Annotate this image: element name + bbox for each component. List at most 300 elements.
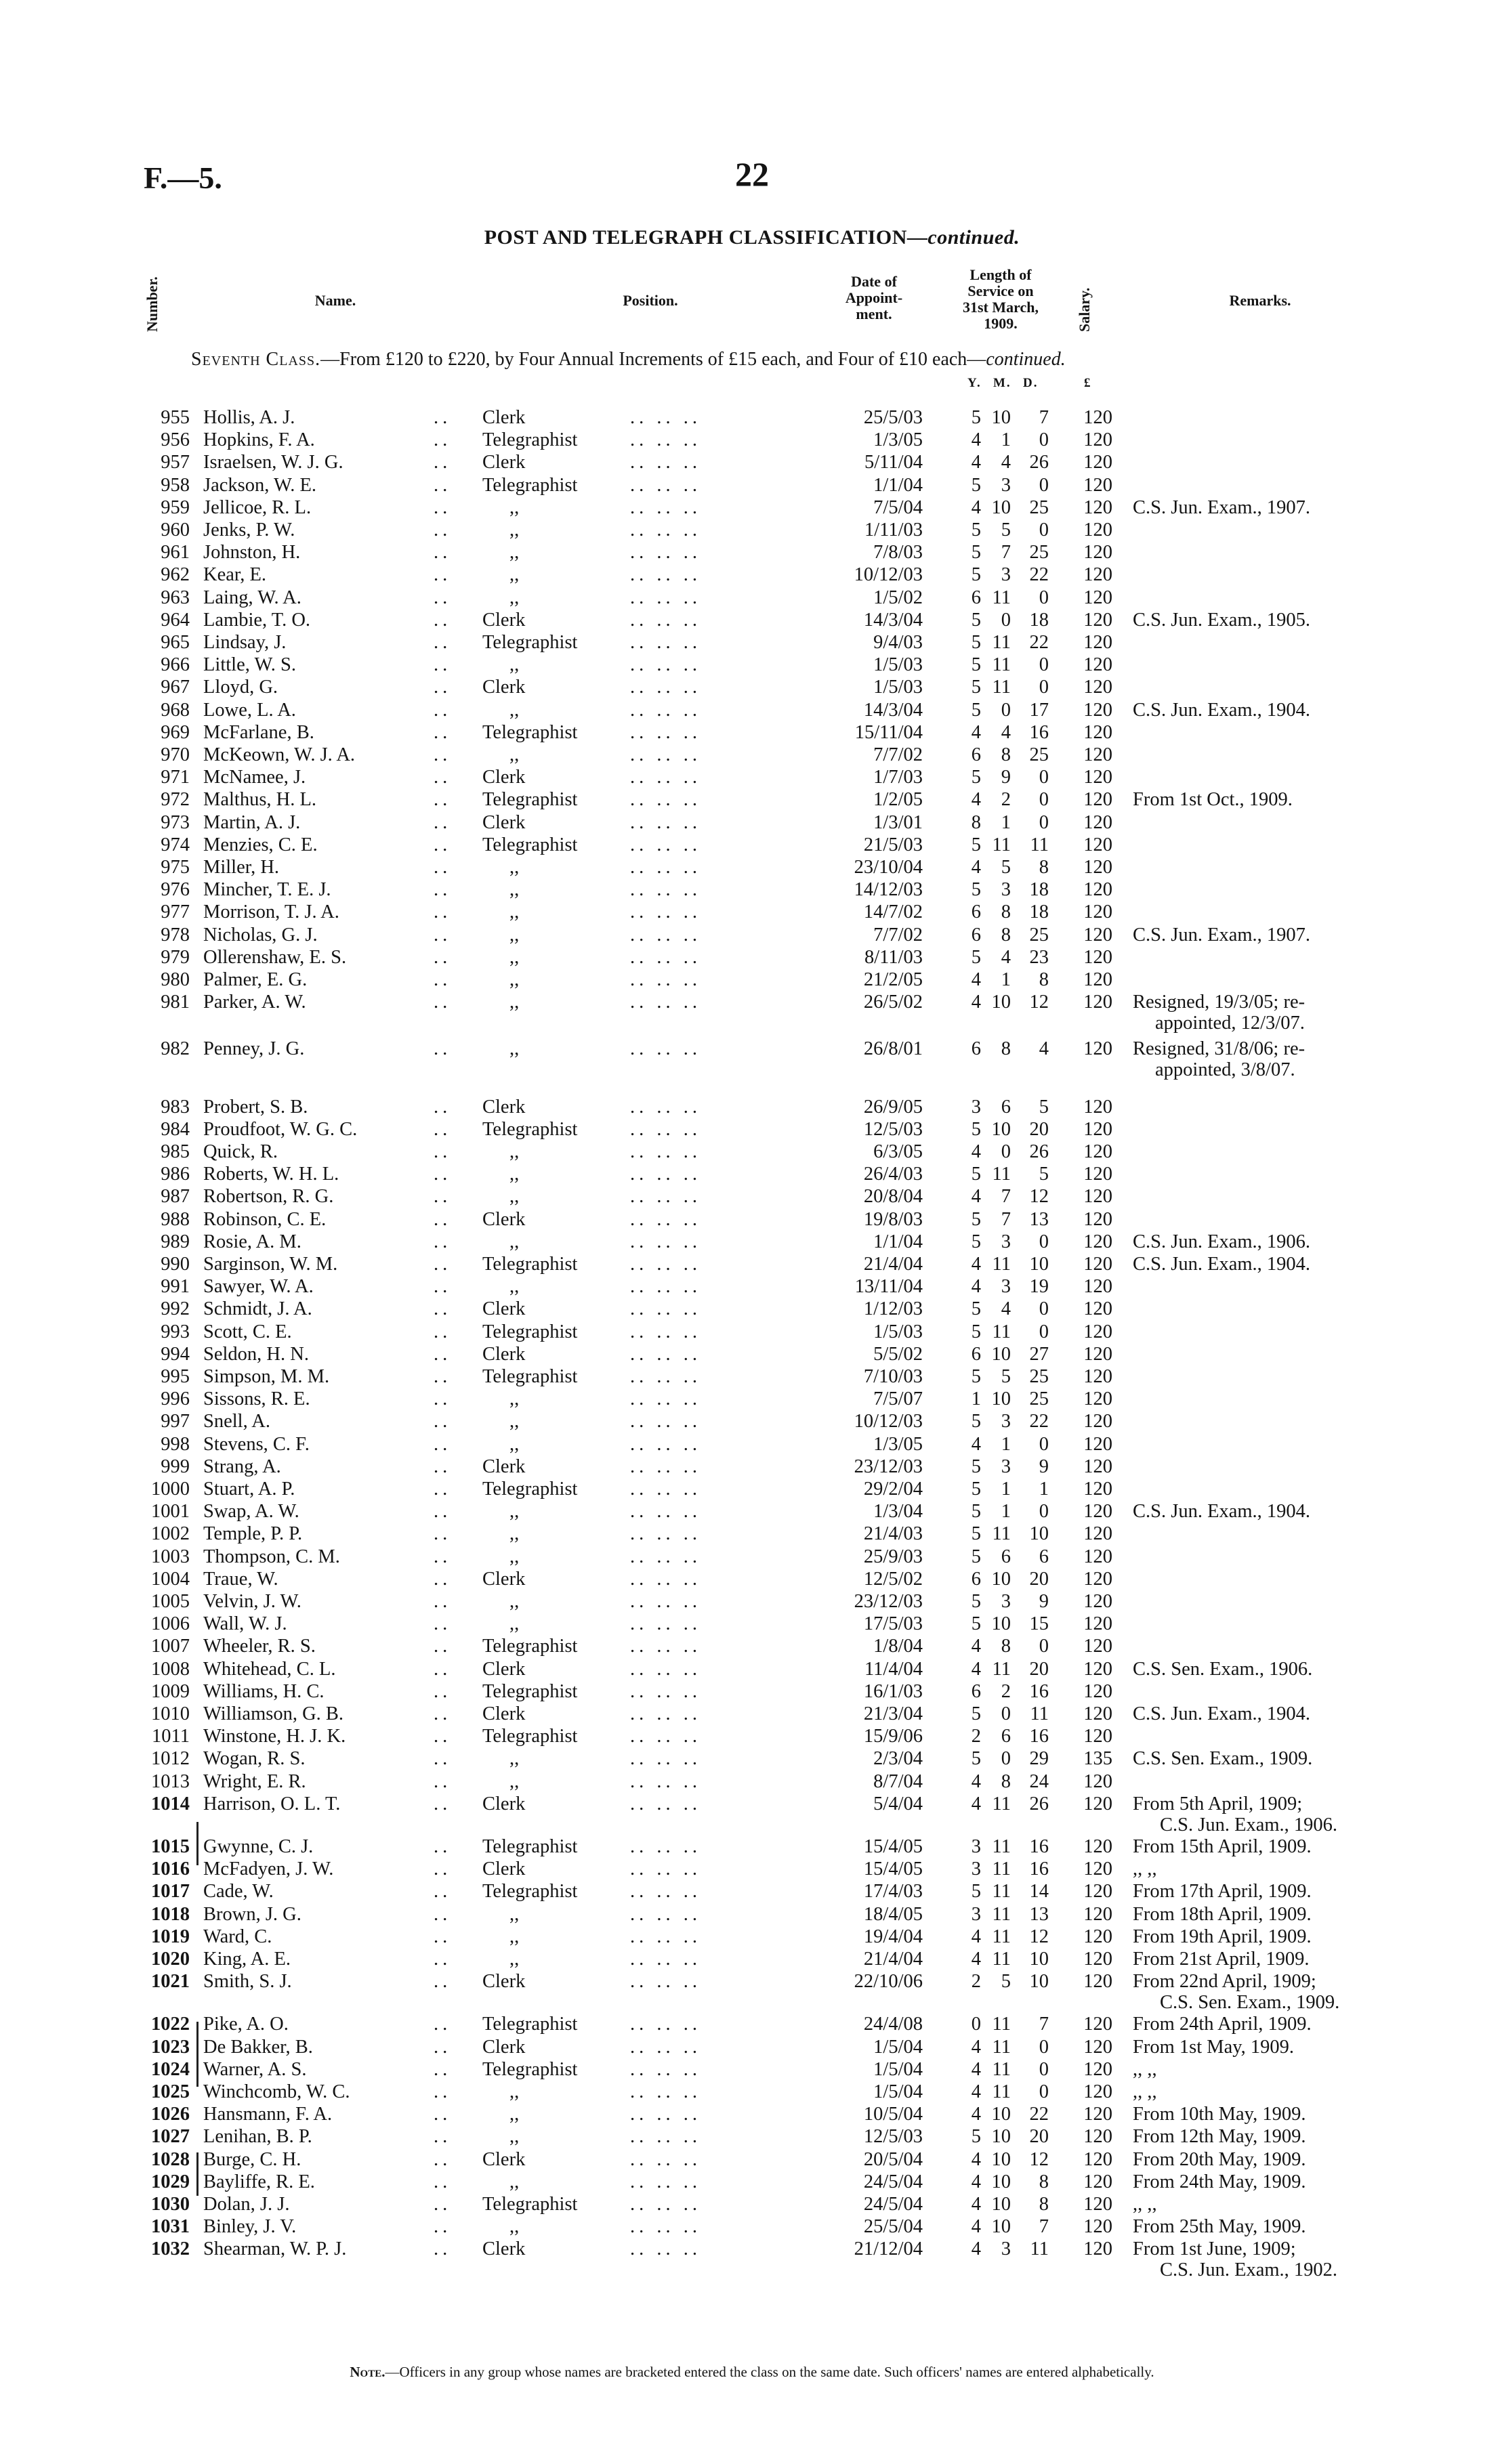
leader-dots: ..: [434, 834, 452, 855]
leader-dots: .. .. ..: [630, 2194, 701, 2215]
row-name: Cade, W.: [203, 1881, 274, 1903]
row-number: 1030: [151, 2194, 190, 2215]
leader-dots: .. .. ..: [630, 721, 701, 743]
row-position: ,,: [509, 699, 520, 721]
row-position: Telegraphist: [482, 834, 578, 855]
row-service-days: 10: [1029, 1949, 1049, 1970]
row-remarks: C.S. Jun. Exam., 1904.: [1133, 1254, 1311, 1275]
row-number: 1022: [151, 2014, 190, 2035]
leader-dots: ..: [434, 1523, 452, 1545]
leader-dots: .. .. ..: [630, 1231, 701, 1252]
row-number: 957: [161, 452, 190, 473]
row-appointment-date: 8/7/04: [873, 1770, 923, 1792]
row-service-months: 1: [1001, 811, 1011, 833]
row-service-months: 10: [991, 2216, 1011, 2238]
row-service-years: 5: [971, 1366, 981, 1387]
row-appointment-date: 1/3/01: [873, 811, 923, 833]
row-name: Wheeler, R. S.: [203, 1636, 316, 1657]
row-number: 960: [161, 519, 190, 540]
row-position: Clerk: [482, 1658, 526, 1680]
row-remarks-continued: C.S. Sen. Exam., 1909.: [1160, 1992, 1340, 2014]
row-service-months: 11: [992, 1793, 1011, 1814]
row-service-years: 3: [971, 1858, 981, 1880]
leader-dots: .. .. ..: [630, 1164, 701, 1185]
leader-dots: .. .. ..: [630, 2104, 701, 2125]
row-service-years: 4: [971, 857, 981, 878]
leader-dots: .. .. ..: [630, 1411, 701, 1432]
row-service-years: 4: [971, 1276, 981, 1298]
row-service-months: 11: [992, 1903, 1011, 1925]
row-service-months: 10: [991, 2148, 1011, 2170]
row-service-days: 0: [1039, 587, 1049, 608]
row-name: Israelsen, W. J. G.: [203, 452, 343, 473]
row-service-years: 8: [971, 811, 981, 833]
row-position: Telegraphist: [482, 2014, 578, 2035]
row-service-days: 0: [1039, 654, 1049, 676]
leader-dots: ..: [434, 2194, 452, 2215]
leader-dots: ..: [434, 1613, 452, 1635]
row-number: 1020: [151, 1949, 190, 1970]
row-appointment-date: 1/5/04: [873, 2081, 923, 2102]
row-service-months: 5: [1001, 1366, 1011, 1387]
column-header-salary: Salary.: [1076, 287, 1093, 332]
row-name: Smith, S. J.: [203, 1971, 292, 1993]
row-service-months: 4: [1001, 946, 1011, 968]
row-service-days: 11: [1030, 834, 1049, 855]
row-number: 994: [161, 1343, 190, 1365]
row-appointment-date: 19/4/04: [863, 1926, 923, 1947]
row-number: 1023: [151, 2036, 190, 2058]
leader-dots: .. .. ..: [630, 1186, 701, 1208]
row-service-years: 6: [971, 924, 981, 946]
row-salary: 120: [1083, 587, 1112, 608]
column-header-date: Date of Appoint- ment.: [845, 273, 903, 322]
row-position: Telegraphist: [482, 1254, 578, 1275]
leader-dots: ..: [434, 1388, 452, 1410]
row-service-days: 18: [1029, 901, 1049, 923]
leader-dots: ..: [434, 1658, 452, 1680]
row-service-months: 0: [1001, 1748, 1011, 1770]
row-service-days: 10: [1029, 1523, 1049, 1545]
row-name: Kear, E.: [203, 564, 267, 586]
row-service-years: 4: [971, 496, 981, 518]
row-appointment-date: 15/4/05: [863, 1858, 923, 1880]
row-number: 984: [161, 1118, 190, 1140]
row-position: Clerk: [482, 1456, 526, 1477]
leader-dots: ..: [434, 2148, 452, 2170]
row-number: 1005: [151, 1591, 190, 1612]
row-service-months: 3: [1001, 1456, 1011, 1477]
row-appointment-date: 12/5/03: [863, 1118, 923, 1140]
row-number: 997: [161, 1411, 190, 1432]
row-remarks: From 5th April, 1909;: [1133, 1793, 1303, 1814]
row-salary: 120: [1083, 1096, 1112, 1118]
row-number: 1031: [151, 2216, 190, 2238]
leader-dots: .. .. ..: [630, 992, 701, 1013]
row-service-years: 4: [971, 1141, 981, 1162]
row-name: Snell, A.: [203, 1411, 270, 1432]
row-appointment-date: 1/5/03: [873, 654, 923, 676]
row-service-years: 3: [971, 1836, 981, 1857]
leader-dots: .. .. ..: [630, 1298, 701, 1320]
row-service-days: 11: [1030, 1703, 1049, 1724]
row-name: Stevens, C. F.: [203, 1433, 310, 1455]
row-number: 990: [161, 1254, 190, 1275]
row-salary: 120: [1083, 1208, 1112, 1230]
leader-dots: ..: [434, 789, 452, 811]
row-service-months: 0: [1001, 609, 1011, 631]
row-position: ,,: [509, 1164, 520, 1185]
leader-dots: ..: [434, 879, 452, 901]
row-service-years: 5: [971, 879, 981, 901]
row-position: ,,: [509, 654, 520, 676]
row-service-years: 5: [971, 564, 981, 586]
leader-dots: ..: [434, 1038, 452, 1060]
row-name: Robinson, C. E.: [203, 1208, 327, 1230]
row-service-years: 5: [971, 1546, 981, 1567]
row-name: Thompson, C. M.: [203, 1546, 340, 1567]
row-position: ,,: [509, 2104, 520, 2125]
row-service-days: 22: [1029, 1411, 1049, 1432]
row-remarks: From 1st June, 1909;: [1133, 2238, 1296, 2260]
leader-dots: .. .. ..: [630, 496, 701, 518]
row-appointment-date: 12/5/03: [863, 2126, 923, 2148]
row-service-years: 6: [971, 1680, 981, 1702]
leader-dots: ..: [434, 1501, 452, 1523]
row-service-months: 5: [1001, 1971, 1011, 1993]
row-service-years: 4: [971, 2058, 981, 2080]
leader-dots: ..: [434, 721, 452, 743]
row-salary: 120: [1083, 1433, 1112, 1455]
row-number: 1001: [151, 1501, 190, 1523]
row-service-days: 29: [1029, 1748, 1049, 1770]
row-service-years: 5: [971, 609, 981, 631]
row-service-days: 0: [1039, 519, 1049, 540]
row-service-months: 3: [1001, 1276, 1011, 1298]
row-salary: 120: [1083, 2194, 1112, 2215]
row-salary: 120: [1083, 2014, 1112, 2035]
row-position: Clerk: [482, 1858, 526, 1880]
row-salary: 120: [1083, 1568, 1112, 1590]
row-number: 981: [161, 992, 190, 1013]
row-service-years: 4: [971, 1793, 981, 1814]
row-name: Robertson, R. G.: [203, 1186, 334, 1208]
leader-dots: ..: [434, 1366, 452, 1387]
row-service-days: 16: [1029, 1726, 1049, 1747]
leader-dots: ..: [434, 587, 452, 608]
row-service-days: 5: [1039, 1096, 1049, 1118]
row-salary: 120: [1083, 1388, 1112, 1410]
row-name: Penney, J. G.: [203, 1038, 305, 1060]
row-remarks: ,, ,,: [1133, 1858, 1157, 1880]
row-service-days: 22: [1029, 2104, 1049, 2125]
leader-dots: ..: [434, 2238, 452, 2260]
row-service-days: 25: [1029, 744, 1049, 765]
row-appointment-date: 21/4/04: [863, 1949, 923, 1970]
row-appointment-date: 7/7/02: [873, 924, 923, 946]
row-appointment-date: 21/2/05: [863, 969, 923, 990]
row-service-months: 11: [992, 587, 1011, 608]
row-service-years: 5: [971, 1456, 981, 1477]
row-service-months: 11: [992, 1254, 1011, 1275]
row-service-days: 8: [1039, 857, 1049, 878]
row-service-months: 0: [1001, 1703, 1011, 1724]
row-number: 1002: [151, 1523, 190, 1545]
leader-dots: .. .. ..: [630, 2126, 701, 2148]
row-salary: 120: [1083, 407, 1112, 428]
row-position: ,,: [509, 1523, 520, 1545]
row-remarks: Resigned, 31/8/06; re-: [1133, 1038, 1305, 1060]
leader-dots: ..: [434, 1254, 452, 1275]
page-header-left: F.—5.: [144, 161, 222, 195]
row-appointment-date: 7/7/02: [873, 744, 923, 765]
row-service-years: 4: [971, 2194, 981, 2215]
row-service-days: 20: [1029, 1568, 1049, 1590]
row-number: 980: [161, 969, 190, 990]
leader-dots: ..: [434, 1186, 452, 1208]
leader-dots: .. .. ..: [630, 924, 701, 946]
row-name: Jellicoe, R. L.: [203, 496, 312, 518]
row-number: 993: [161, 1321, 190, 1342]
leader-dots: .. .. ..: [630, 1836, 701, 1857]
row-position: Clerk: [482, 1971, 526, 1993]
row-service-months: 8: [1001, 1636, 1011, 1657]
row-service-years: 4: [971, 1433, 981, 1455]
row-name: Mincher, T. E. J.: [203, 879, 331, 901]
row-salary: 120: [1083, 654, 1112, 676]
leader-dots: ..: [434, 946, 452, 968]
row-appointment-date: 24/5/04: [863, 2194, 923, 2215]
row-service-months: 10: [991, 2194, 1011, 2215]
row-service-days: 16: [1029, 1858, 1049, 1880]
row-salary: 120: [1083, 1881, 1112, 1903]
row-number: 985: [161, 1141, 190, 1162]
row-position: ,,: [509, 587, 520, 608]
row-service-months: 11: [992, 1836, 1011, 1857]
row-appointment-date: 21/12/04: [854, 2238, 923, 2260]
row-salary: 120: [1083, 789, 1112, 811]
row-service-years: 4: [971, 2081, 981, 2102]
row-salary: 120: [1083, 542, 1112, 564]
row-service-days: 15: [1029, 1613, 1049, 1635]
row-salary: 120: [1083, 2081, 1112, 2102]
row-service-months: 10: [991, 992, 1011, 1013]
row-salary: 120: [1083, 1298, 1112, 1320]
row-service-months: 9: [1001, 767, 1011, 788]
row-salary: 120: [1083, 811, 1112, 833]
row-name: Palmer, E. G.: [203, 969, 308, 990]
row-name: Lindsay, J.: [203, 632, 287, 653]
row-salary: 120: [1083, 1186, 1112, 1208]
row-service-years: 5: [971, 654, 981, 676]
row-service-months: 7: [1001, 1208, 1011, 1230]
row-service-years: 1: [971, 1388, 981, 1410]
row-number: 1013: [151, 1770, 190, 1792]
row-position: ,,: [509, 1903, 520, 1925]
row-service-months: 10: [991, 2104, 1011, 2125]
row-number: 1000: [151, 1479, 190, 1500]
row-number: 998: [161, 1433, 190, 1455]
row-service-years: 2: [971, 1971, 981, 1993]
row-service-years: 5: [971, 946, 981, 968]
row-name: Parker, A. W.: [203, 992, 306, 1013]
leader-dots: ..: [434, 1726, 452, 1747]
row-salary: 120: [1083, 1858, 1112, 1880]
leader-dots: ..: [434, 1096, 452, 1118]
row-service-days: 19: [1029, 1276, 1049, 1298]
column-header-name: Name.: [314, 292, 356, 309]
row-appointment-date: 5/5/02: [873, 1343, 923, 1365]
row-salary: 120: [1083, 474, 1112, 496]
row-service-days: 4: [1039, 1038, 1049, 1060]
row-service-years: 4: [971, 2171, 981, 2192]
leader-dots: ..: [434, 474, 452, 496]
row-appointment-date: 26/5/02: [863, 992, 923, 1013]
row-service-days: 9: [1039, 1456, 1049, 1477]
row-salary: 120: [1083, 677, 1112, 698]
row-appointment-date: 1/3/05: [873, 1433, 923, 1455]
row-number: 955: [161, 407, 190, 428]
leader-dots: .. .. ..: [630, 2238, 701, 2260]
leader-dots: ..: [434, 452, 452, 473]
row-name: Winchcomb, W. C.: [203, 2081, 350, 2102]
row-salary: 120: [1083, 2126, 1112, 2148]
row-service-days: 16: [1029, 1836, 1049, 1857]
leader-dots: .. .. ..: [630, 811, 701, 833]
row-service-months: 10: [991, 2126, 1011, 2148]
leader-dots: ..: [434, 699, 452, 721]
row-remarks: From 10th May, 1909.: [1133, 2104, 1306, 2125]
row-salary: 120: [1083, 1479, 1112, 1500]
leader-dots: ..: [434, 429, 452, 451]
row-number: 956: [161, 429, 190, 451]
row-service-months: 3: [1001, 1591, 1011, 1612]
leader-dots: ..: [434, 857, 452, 878]
row-appointment-date: 1/5/04: [873, 2058, 923, 2080]
row-service-years: 5: [971, 1748, 981, 1770]
row-position: ,,: [509, 857, 520, 878]
row-salary: 120: [1083, 1321, 1112, 1342]
leader-dots: .. .. ..: [630, 834, 701, 855]
leader-dots: ..: [434, 1836, 452, 1857]
row-position: Clerk: [482, 1096, 526, 1118]
row-name: McFarlane, B.: [203, 721, 314, 743]
row-position: ,,: [509, 1926, 520, 1947]
row-service-years: 5: [971, 1231, 981, 1252]
row-appointment-date: 1/3/04: [873, 1501, 923, 1523]
row-name: Scott, C. E.: [203, 1321, 292, 1342]
row-name: Probert, S. B.: [203, 1096, 308, 1118]
leader-dots: ..: [434, 1971, 452, 1993]
row-name: Little, W. S.: [203, 654, 296, 676]
row-salary: 120: [1083, 2238, 1112, 2260]
row-number: 979: [161, 946, 190, 968]
row-service-months: 4: [1001, 1298, 1011, 1320]
row-name: Martin, A. J.: [203, 811, 301, 833]
row-number: 962: [161, 564, 190, 586]
row-number: 969: [161, 721, 190, 743]
row-appointment-date: 14/7/02: [863, 901, 923, 923]
row-salary: 120: [1083, 1949, 1112, 1970]
row-number: 995: [161, 1366, 190, 1387]
leader-dots: .. .. ..: [630, 677, 701, 698]
row-service-years: 4: [971, 1770, 981, 1792]
unit-months: M.: [993, 376, 1011, 390]
row-salary: 120: [1083, 969, 1112, 990]
row-salary: 120: [1083, 857, 1112, 878]
row-name: Sarginson, W. M.: [203, 1254, 338, 1275]
row-service-years: 6: [971, 1038, 981, 1060]
leader-dots: .. .. ..: [630, 1748, 701, 1770]
leader-dots: ..: [434, 1298, 452, 1320]
row-appointment-date: 17/5/03: [863, 1613, 923, 1635]
row-remarks: C.S. Jun. Exam., 1904.: [1133, 1703, 1311, 1724]
row-number: 958: [161, 474, 190, 496]
row-service-days: 0: [1039, 677, 1049, 698]
row-salary: 120: [1083, 834, 1112, 855]
row-salary: 120: [1083, 1254, 1112, 1275]
row-position: ,,: [509, 1949, 520, 1970]
row-appointment-date: 25/5/03: [863, 407, 923, 428]
row-name: Jenks, P. W.: [203, 519, 295, 540]
leader-dots: ..: [434, 811, 452, 833]
row-salary: 120: [1083, 2104, 1112, 2125]
row-service-days: 20: [1029, 2126, 1049, 2148]
row-name: McNamee, J.: [203, 767, 306, 788]
row-name: Warner, A. S.: [203, 2058, 307, 2080]
row-name: Swap, A. W.: [203, 1501, 299, 1523]
row-name: Lowe, L. A.: [203, 699, 296, 721]
row-appointment-date: 1/12/03: [863, 1298, 923, 1320]
row-name: Wall, W. J.: [203, 1613, 287, 1635]
leader-dots: .. .. ..: [630, 1388, 701, 1410]
row-service-months: 11: [992, 1858, 1011, 1880]
row-service-years: 4: [971, 969, 981, 990]
row-salary: 120: [1083, 2148, 1112, 2170]
bracket-group-1015: [196, 1822, 199, 1865]
row-service-days: 25: [1029, 496, 1049, 518]
row-service-days: 25: [1029, 924, 1049, 946]
row-appointment-date: 8/11/03: [864, 946, 923, 968]
row-service-days: 8: [1039, 2171, 1049, 2192]
leader-dots: .. .. ..: [630, 1613, 701, 1635]
row-salary: 120: [1083, 1038, 1112, 1060]
row-name: Roberts, W. H. L.: [203, 1164, 339, 1185]
row-appointment-date: 2/3/04: [873, 1748, 923, 1770]
row-appointment-date: 21/4/04: [863, 1254, 923, 1275]
row-number: 1029: [151, 2171, 190, 2192]
row-salary: 120: [1083, 2036, 1112, 2058]
row-salary: 120: [1083, 496, 1112, 518]
row-appointment-date: 5/4/04: [873, 1793, 923, 1814]
row-number: 992: [161, 1298, 190, 1320]
row-service-years: 6: [971, 901, 981, 923]
row-number: 1027: [151, 2126, 190, 2148]
row-service-months: 11: [992, 1926, 1011, 1947]
row-service-months: 10: [991, 1388, 1011, 1410]
row-service-months: 11: [992, 632, 1011, 653]
row-number: 1026: [151, 2104, 190, 2125]
row-number: 966: [161, 654, 190, 676]
row-service-days: 0: [1039, 767, 1049, 788]
row-name: Simpson, M. M.: [203, 1366, 330, 1387]
row-appointment-date: 1/8/04: [873, 1636, 923, 1657]
row-service-days: 0: [1039, 1298, 1049, 1320]
row-service-days: 0: [1039, 2081, 1049, 2102]
row-service-days: 18: [1029, 879, 1049, 901]
row-service-years: 5: [971, 1321, 981, 1342]
row-service-days: 0: [1039, 811, 1049, 833]
